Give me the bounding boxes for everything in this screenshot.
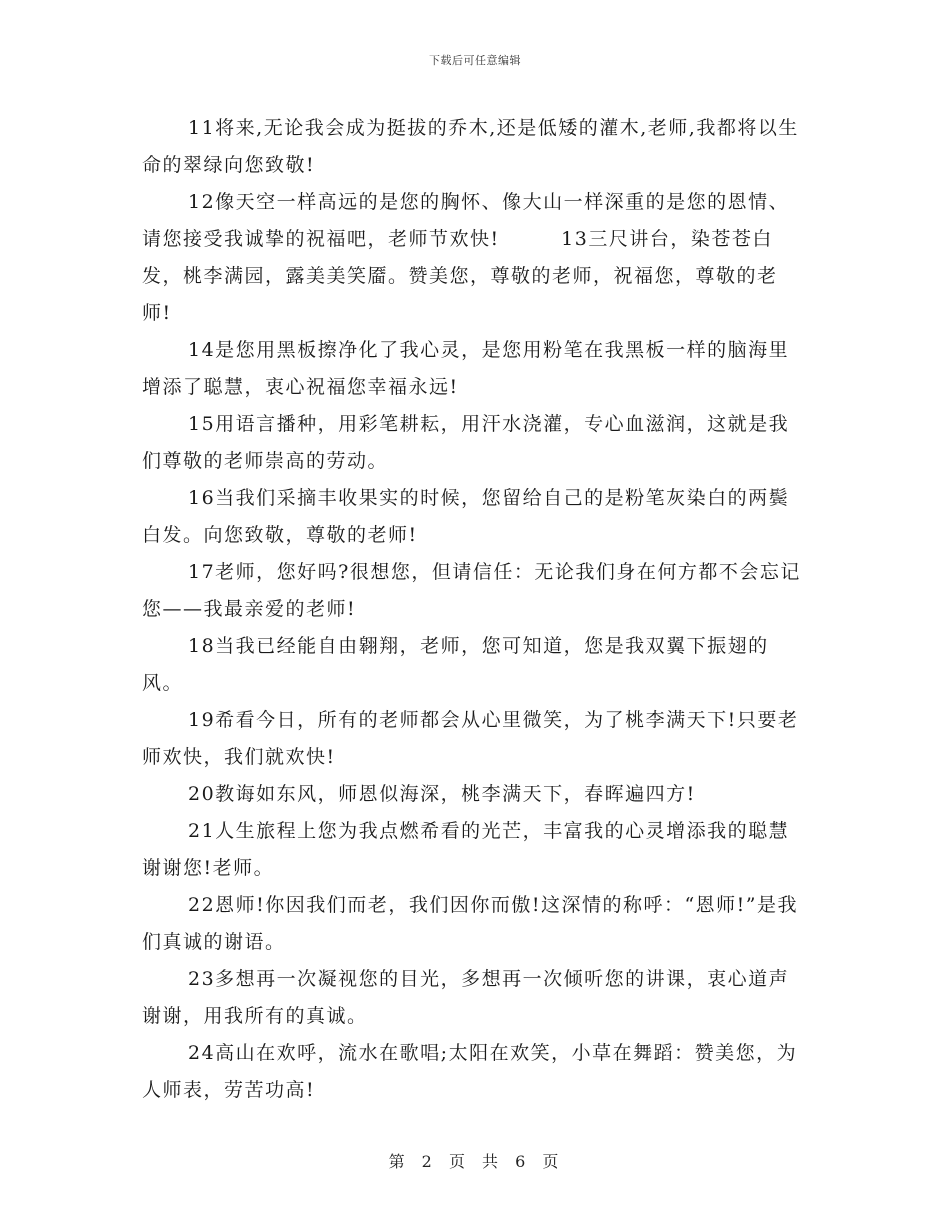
page-footer: 第 2 页 共 6 页 [388, 1152, 562, 1171]
document-body [142, 110, 807, 1109]
paragraph: 18当我已经能自由翱翔，老师，您可知道，您是我双翼下振翅的风。 [142, 635, 769, 694]
paragraph: 21人生旅程上您为我点燃希看的光芒，丰富我的心灵增添我的聪慧谢谢您!老师。 [142, 820, 790, 879]
paragraph: 16当我们采摘丰收果实的时候，您留给自己的是粉笔灰染白的两鬓白发。向您致敬，尊敬的老师! [142, 487, 790, 546]
paragraph: 19希看今日，所有的老师都会从心里微笑，为了桃李满天下!只要老师欢快，我们就欢快! [142, 709, 799, 768]
paragraph: 11将来,无论我会成为挺拔的乔木,还是低矮的灌木,老师,我都将以生命的翠绿向您致敬! [142, 117, 799, 176]
page-header: 下载后可任意编辑 [429, 54, 521, 67]
paragraph: 15用语言播种，用彩笔耕耘，用汗水浇灌，专心血滋润，这就是我们尊敬的老师崇高的劳动。 [142, 413, 790, 472]
paragraph: 17老师，您好吗?很想您，但请信任：无论我们身在何方都不会忘记您——我最亲爱的老师! [142, 561, 801, 620]
paragraph: 12像天空一样高远的是您的胸怀、像大山一样深重的是您的恩情、请您接受我诚挚的祝福吧，老师节欢快! 13三尺讲台，染苍苍白发，桃李满园，露美美笑靥。赞美您，尊敬的老师，祝福您，尊敬的老师! [142, 191, 790, 324]
paragraph: 22恩师!你因我们而老，我们因你而傲!这深情的称呼：“恩师!”是我们真诚的谢语。 [142, 894, 799, 953]
paragraph: 20教诲如东风，师恩似海深，桃李满天下，春晖遍四方! [188, 783, 696, 805]
paragraph: 23多想再一次凝视您的目光，多想再一次倾听您的讲课，衷心道声谢谢，用我所有的真诚。 [142, 968, 790, 1027]
paragraph: 24高山在欢呼，流水在歌唱;太阳在欢笑，小草在舞蹈：赞美您，为人师表，劳苦功高! [142, 1042, 798, 1101]
paragraph: 14是您用黑板擦净化了我心灵，是您用粉笔在我黑板一样的脑海里增添了聪慧，衷心祝福您幸福永远! [142, 339, 790, 398]
